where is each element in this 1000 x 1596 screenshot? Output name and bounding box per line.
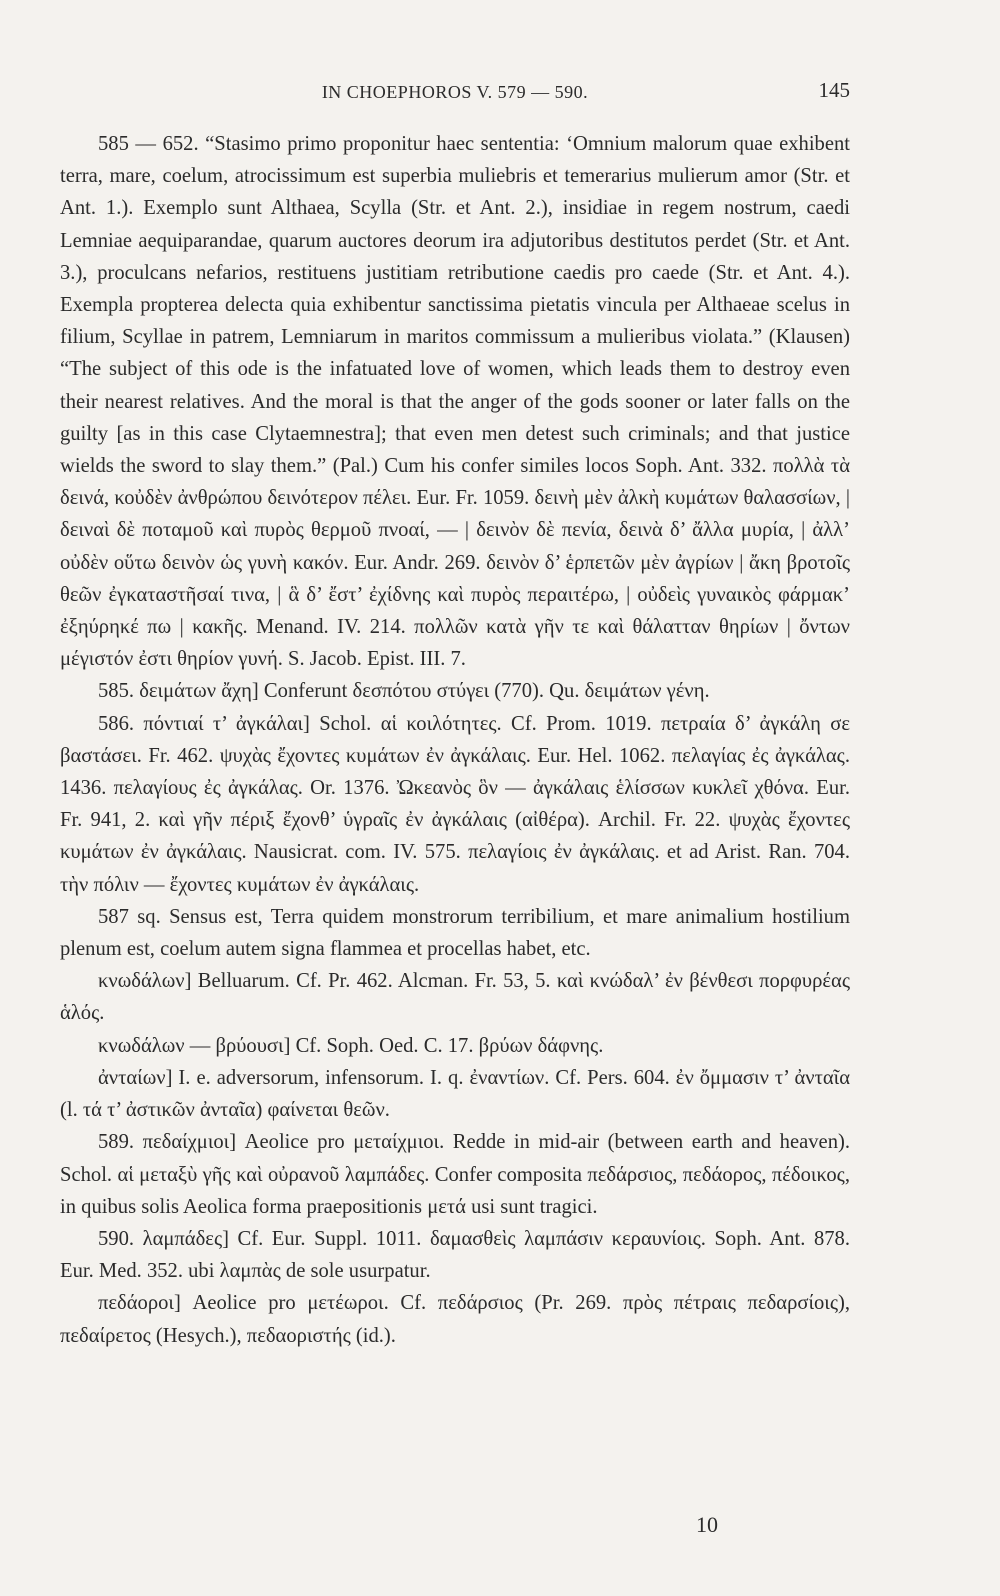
note-587-antaion: ἀνταίων] I. e. adversorum, infensorum. I. q. ἐναντίων. Cf. Pers. 604. ἐν ὄμμασιν τ’ ἀνταῖα (l. τά τ’ ἀστικῶν ἀνταῖα) φαίνεται θεῶν. <box>60 1066 850 1122</box>
note-590: 590. λαμπάδες] Cf. Eur. Suppl. 1011. δαμασθεὶς λαμπάσιν κεραυνίοις. Soph. Ant. 878. Eur. Med. 352. ubi λαμπὰς de sole usurpatur. <box>60 1227 850 1283</box>
note-585-652: 585 — 652. “Stasimo primo proponitur haec sententia: ‘Omnium malorum quae exhibent terra, mare, coelum, atrocissimum est superbia muliebris et temerarius mulierum amor (Str. et Ant. 1.). Exemplo sunt Althaea, Scylla (Str. et Ant. 2.), insidiae in regem nostrum, caedi Lemniae aequiparandae, quarum auctores deorum ira adjutoribus destitutos perdet (Str. et Ant. 3.), proculcans nefarios, restituens justitiam retributione caedis pro caede (Str. et Ant. 4.). Exempla propterea delecta quia exhibentur sanctissima pietatis vincula per Althaeae scelus in filium, Scyllae in patrem, Lemniarum in maritos commissum a mulieribus violata.” (Klausen) “The subject of this ode is the infatuated love of women, which leads them to destroy even their nearest relatives. And the moral is that the anger of the gods sooner or later falls on the guilty [as in this case Clytaemnestra]; that even men detest such criminals; and that justice wields the sword to slay them.” (Pal.) Cum his confer similes locos Soph. Ant. 332. πολλὰ τὰ δεινά, κοὐδὲν ἀνθρώπου δεινότερον πέλει. Eur. Fr. 1059. δεινὴ μὲν ἀλκὴ κυμάτων θαλασσίων, | δειναὶ δὲ ποταμοῦ καὶ πυρὸς θερμοῦ πνοαί, — | δεινὸν δὲ πενία, δεινὰ δ’ ἄλλα μυρία, | ἀλλ’ οὐδὲν οὕτω δεινὸν ὡς γυνὴ κακόν. Eur. Andr. 269. δεινὸν δ’ ἑρπετῶν μὲν ἀγρίων | ἄκη βροτοῖς θεῶν ἐγκαταστῆσαί τινα, | ἃ δ’ ἔστ’ ἐχίδνης καὶ πυρὸς περαιτέρω, | οὐδεὶς γυναικὸς φάρμακ’ ἐξηύρηκέ πω | κακῆς. Menand. IV. 214. πολλῶν κατὰ γῆν τε καὶ θάλατταν θηρίων | ὄντων μέγιστόν ἐστι θηρίον γυνή. S. Jacob. Epist. III. 7. <box>60 133 850 671</box>
running-title: IN CHOEPHOROS V. 579 — 590. <box>321 82 589 102</box>
signature-mark: 10 <box>696 1512 718 1537</box>
page-number: 145 <box>818 78 850 102</box>
note-590-pedaoroi: πεδάοροι] Aeolice pro μετέωροι. Cf. πεδάρσιος (Pr. 269. πρὸς πέτραις πεδαρσίοις), πεδαίρετος (Hesych.), πεδαοριστής (id.). <box>60 1292 850 1347</box>
page-header <box>60 78 850 112</box>
note-587-knodalon: κνωδάλων] Belluarum. Cf. Pr. 462. Alcman. Fr. 53, 5. καὶ κνώδαλ’ ἐν βένθεσι πορφυρέας ἁλός. <box>60 970 850 1025</box>
note-586: 586. πόντιαί τ’ ἀγκάλαι] Schol. αἱ κοιλότητες. Cf. Prom. 1019. πετραία δ’ ἀγκάλη σε βαστάσει. Fr. 462. ψυχὰς ἔχοντες κυμάτων ἐν ἀγκάλαις. Eur. Hel. 1062. πελαγίας ἐς ἀγκάλας. 1436. πελαγίους ἐς ἀγκάλας. Or. 1376. Ὠκεανὸς ὃν — ἀγκάλαις ἑλίσσων κυκλεῖ χθόνα. Eur. Fr. 941, 2. καὶ γῆν πέριξ ἔχονθ’ ὑγραῖς ἐν ἀγκάλαις (αἰθέρα). Archil. Fr. 22. ψυχὰς ἔχοντες κυμάτων ἐν ἀγκάλαις. Nausicrat. com. IV. 575. πελαγίοις ἐν ἀγκάλαις. et ad Arist. Ran. 704. τὴν πόλιν — ἔχοντες κυμάτων ἐν ἀγκάλαις. <box>60 712 850 896</box>
note-587: 587 sq. Sensus est, Terra quidem monstrorum terribilium, et mare animalium hostilium plenum est, coelum autem signa flammea et procellas habet, etc. <box>60 905 850 961</box>
commentary-text <box>60 128 850 1352</box>
note-589: 589. πεδαίχμιοι] Aeolice pro μεταίχμιοι. Redde in mid-air (between earth and heaven). Schol. αἱ μεταξὺ γῆς καὶ οὐρανοῦ λαμπάδες. Confer composita πεδάρσιος, πεδάορος, πέδοικος, in quibus solis Aeolica forma praepositionis μετά usi sunt tragici. <box>60 1131 850 1218</box>
note-585: 585. δειμάτων ἄχη] Conferunt δεσπότου στύγει (770). Qu. δειμάτων γένη. <box>98 680 710 703</box>
note-587-bryousi: κνωδάλων — βρύουσι] Cf. Soph. Oed. C. 17. βρύων δάφνης. <box>98 1034 604 1057</box>
